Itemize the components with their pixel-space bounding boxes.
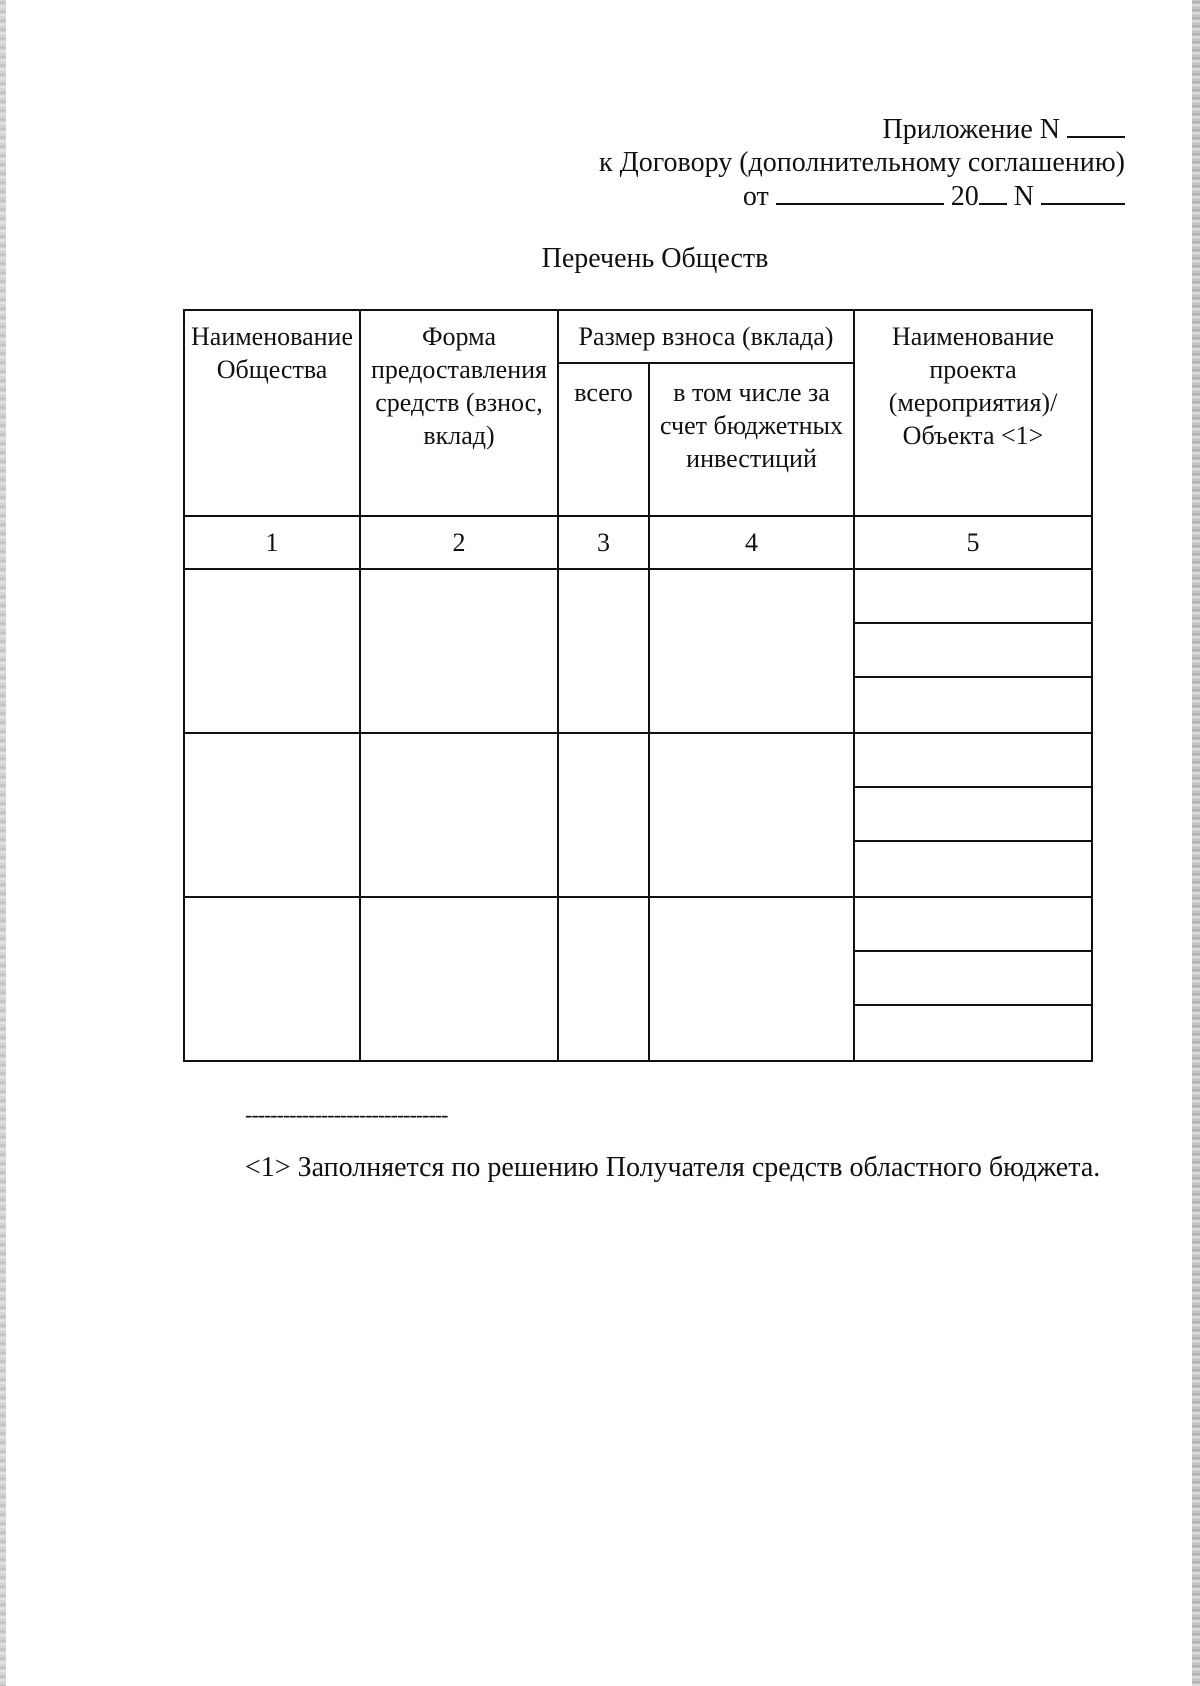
total-cell[interactable] xyxy=(558,733,649,897)
col-total-header: всего xyxy=(558,363,649,516)
column-number-1: 1 xyxy=(184,516,360,569)
date-prefix: от xyxy=(742,181,769,212)
project-cell[interactable] xyxy=(855,788,1091,842)
project-cell-group xyxy=(854,897,1092,1061)
year-label: 20 xyxy=(950,181,979,212)
appendix-header xyxy=(599,112,1125,213)
project-cell[interactable] xyxy=(855,952,1091,1006)
col-company-name-header: Наименование Общества xyxy=(184,310,360,516)
project-cell[interactable] xyxy=(855,624,1091,678)
funding-form-cell[interactable] xyxy=(360,569,558,733)
column-number-2: 2 xyxy=(360,516,558,569)
project-cell[interactable] xyxy=(855,898,1091,952)
document-title: Перечень Обществ xyxy=(541,243,769,274)
appendix-number-line xyxy=(599,112,1125,146)
appendix-label: Приложение N xyxy=(882,114,1060,145)
number-label: N xyxy=(1013,181,1034,212)
year-blank xyxy=(979,179,1007,205)
appendix-number-blank xyxy=(1067,112,1125,138)
company-name-cell[interactable] xyxy=(184,733,360,897)
column-numbers-row xyxy=(184,516,1092,569)
col-funding-form-header: Форма предоставления средств (взнос, вклад) xyxy=(360,310,558,516)
project-cell[interactable] xyxy=(855,842,1091,896)
budget-investments-cell[interactable] xyxy=(649,733,854,897)
footnote-separator: -------------------------------- xyxy=(245,1102,448,1127)
column-number-3: 3 xyxy=(558,516,649,569)
total-cell[interactable] xyxy=(558,569,649,733)
footnote-text: <1> Заполняется по решению Получателя средств областного бюджета. xyxy=(245,1152,1101,1183)
contract-date-line xyxy=(599,179,1125,213)
col-project-name-header: Наименование проекта (мероприятия)/Объекта <1> xyxy=(854,310,1092,516)
companies-table xyxy=(183,309,1093,1062)
table-row xyxy=(184,733,1092,897)
budget-investments-cell[interactable] xyxy=(649,569,854,733)
date-blank xyxy=(776,179,944,205)
company-name-cell[interactable] xyxy=(184,897,360,1061)
project-cell-group xyxy=(854,569,1092,733)
project-cell[interactable] xyxy=(855,734,1091,788)
contribution-size-group-header: Размер взноса (вклада) xyxy=(558,310,854,363)
number-blank xyxy=(1041,179,1125,205)
total-cell[interactable] xyxy=(558,897,649,1061)
project-cell[interactable] xyxy=(855,1006,1091,1060)
budget-investments-cell[interactable] xyxy=(649,897,854,1061)
header-row-1 xyxy=(184,310,1092,363)
col-budget-investments-header: в том числе за счет бюджетных инвестиций xyxy=(649,363,854,516)
contract-reference-line: к Договору (дополнительному соглашению) xyxy=(599,147,1125,178)
project-cell[interactable] xyxy=(855,570,1091,624)
table-row xyxy=(184,897,1092,1061)
funding-form-cell[interactable] xyxy=(360,733,558,897)
column-number-5: 5 xyxy=(854,516,1092,569)
company-name-cell[interactable] xyxy=(184,569,360,733)
project-cell-group xyxy=(854,733,1092,897)
funding-form-cell[interactable] xyxy=(360,897,558,1061)
column-number-4: 4 xyxy=(649,516,854,569)
project-cell[interactable] xyxy=(855,678,1091,732)
table-row xyxy=(184,569,1092,733)
